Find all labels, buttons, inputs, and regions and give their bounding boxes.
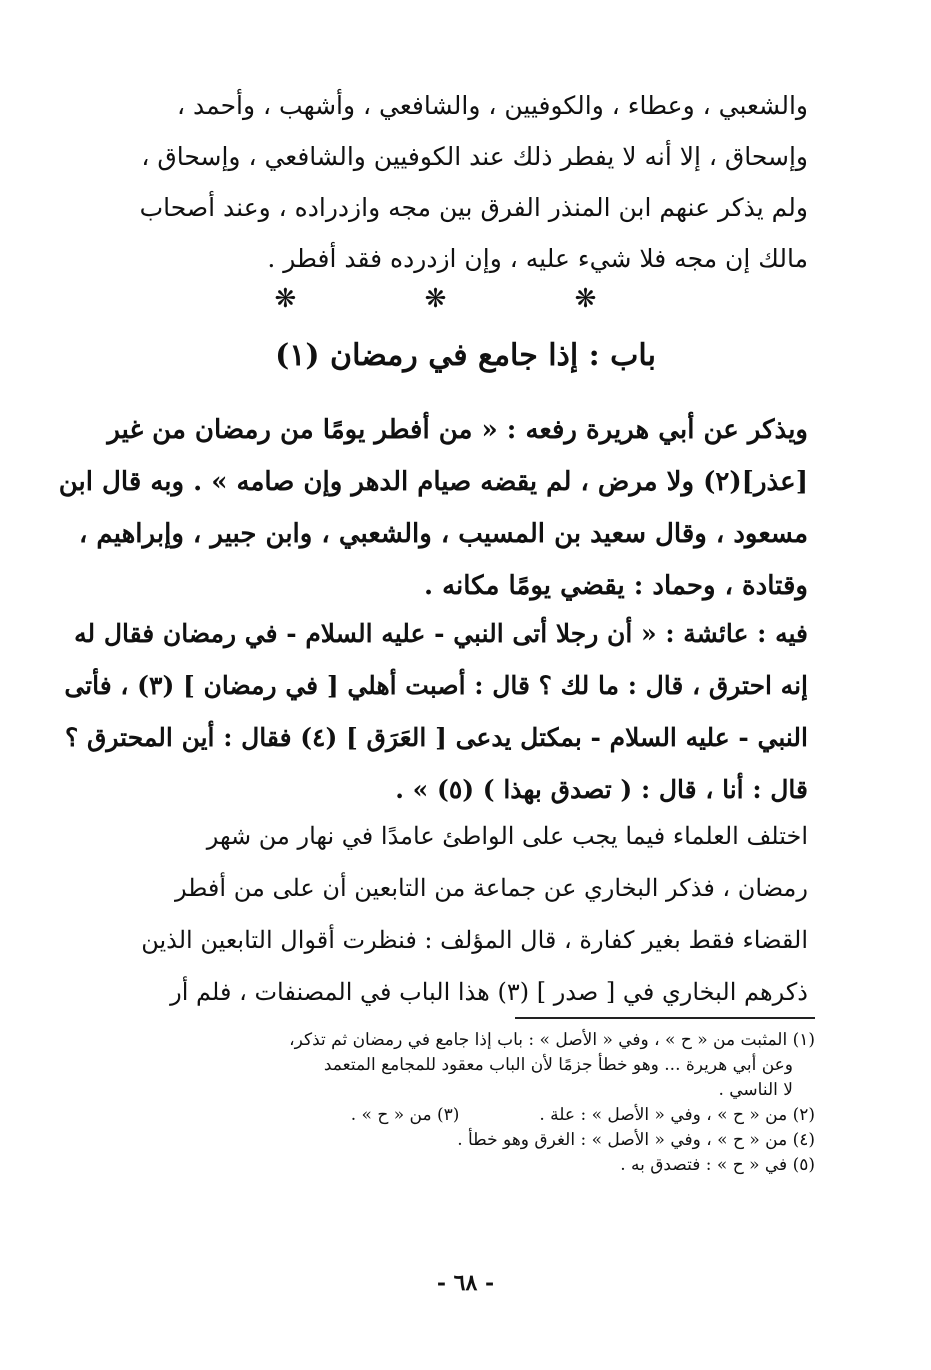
text-line: فيه : عائشة : « أن رجلا أتى النبي - عليه السلام - في رمضان فقال له: [74, 619, 808, 648]
footnote-4: (٤) من « ح » ، وفي « الأصل » : الغرق وهو خطأ .: [457, 1130, 815, 1150]
footnotes: [115, 1028, 815, 1178]
footnote-1: (١) المثبت من « ح » ، وفي « الأصل » : باب إذا جامع في رمضان ثم تذكر،: [289, 1030, 815, 1050]
hadith-paragraph: [64, 608, 808, 816]
chapter-heading: باب : إذا جامع في رمضان (١): [275, 338, 656, 373]
footnote-row: [115, 1103, 815, 1128]
text-line: ويذكر عن أبي هريرة رفعه : « من أفطر يومًا من رمضان من غير: [107, 415, 808, 445]
text-line: إنه احترق ، قال : ما لك ؟ قال : أصبت أهلي [ في رمضان ] (٣) ، فأتى: [64, 671, 808, 700]
text-line: النبي - عليه السلام - بمكتل يدعى [ العَرَق ] (٤) فقال : أين المحترق ؟: [65, 723, 808, 752]
footnote-1-continued: لا الناسي .: [718, 1080, 793, 1100]
text-line: وقتادة ، وحماد : يقضي يومًا مكانه .: [423, 571, 808, 601]
footnote-3: (٣) من « ح » .: [350, 1105, 460, 1125]
text-line: القضاء فقط بغير كفارة ، قال المؤلف : فنظرت أقوال التابعين الذين: [141, 926, 808, 954]
text-line: رمضان ، فذكر البخاري عن جماعة من التابعين أن على من أفطر: [175, 874, 808, 902]
text-line: ذكرهم البخاري في [ صدر ] (٣) هذا الباب في المصنفات ، فلم أر: [170, 978, 808, 1006]
text-line: مسعود ، وقال سعيد بن المسيب ، والشعبي ، وابن جبير ، وإبراهيم ،: [78, 519, 808, 549]
text-line: ولم يذكر عنهم ابن المنذر الفرق بين مجه وازدراده ، وعند أصحاب: [139, 193, 808, 222]
text-line: والشعبي ، وعطاء ، والكوفيين ، والشافعي ، وأشهب ، وأحمد ،: [177, 91, 808, 120]
commentary-paragraph: [108, 810, 808, 1018]
intro-paragraph: [108, 80, 808, 284]
text-line: [عذر](٢) ولا مرض ، لم يقضه صيام الدهر وإن صامه » . وبه قال ابن: [58, 467, 808, 497]
narration-paragraph: [58, 404, 808, 612]
footnote-1-continued: وعن أبي هريرة ... وهو خطأ جزمًا لأن الباب معقود للمجامع المتعمد: [323, 1055, 793, 1075]
text-line: مالك إن مجه فلا شيء عليه ، وإن ازدرده فقد أفطر .: [267, 244, 808, 273]
footnote-2: (٢) من « ح » ، وفي « الأصل » : علة .: [539, 1105, 815, 1125]
footnote-5: (٥) في « ح » : فتصدق به .: [620, 1155, 815, 1175]
text-line: قال : أنا ، قال : ( تصدق بهذا ) (٥) » .: [395, 775, 808, 804]
footnote-divider: [515, 1017, 815, 1019]
text-line: اختلف العلماء فيما يجب على الواطئ عامدًا في نهار من شهر: [206, 822, 808, 850]
section-separator-asterisks: ❋ ❋ ❋: [274, 284, 657, 314]
page-number: - ٦٨ -: [436, 1270, 495, 1296]
text-line: وإسحاق ، إلا أنه لا يفطر ذلك عند الكوفيين والشافعي ، وإسحاق ،: [141, 142, 808, 171]
